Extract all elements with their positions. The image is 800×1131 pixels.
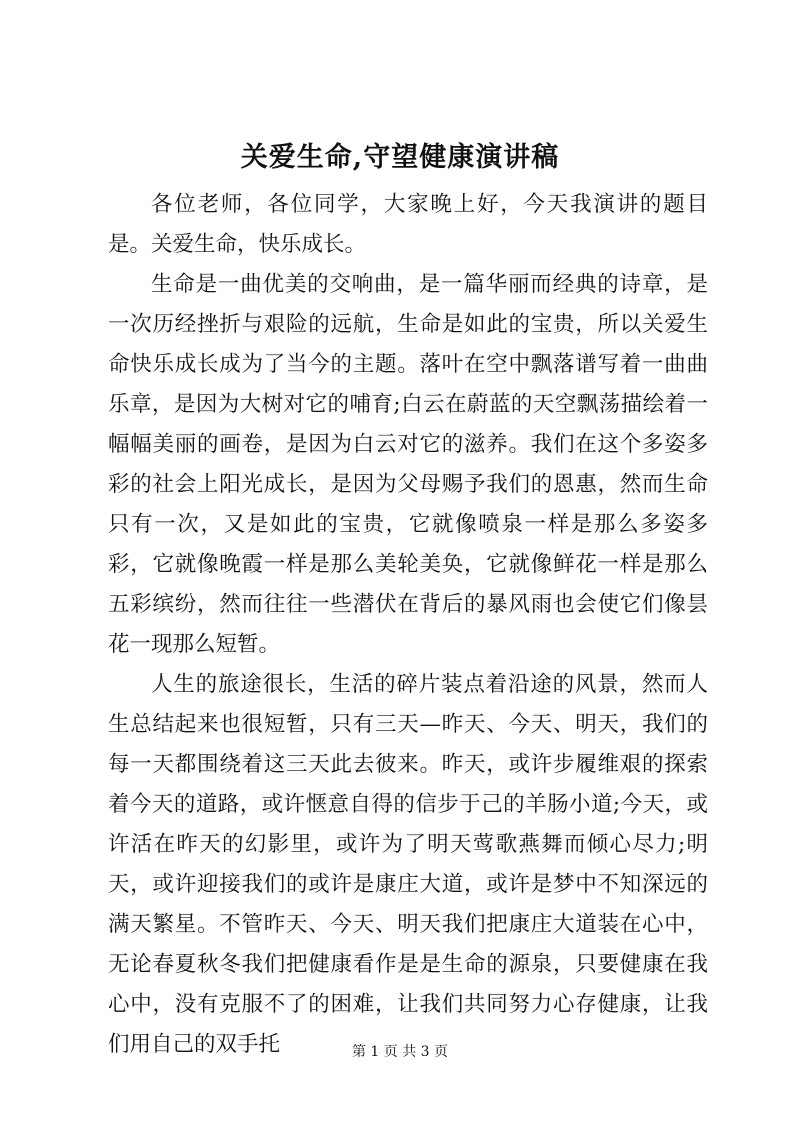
paragraph-greeting: 各位老师，各位同学，大家晚上好，今天我演讲的题目是。关爱生命，快乐成长。 <box>108 192 708 257</box>
page-footer: 第 1 页 共 3 页 <box>351 1044 449 1060</box>
paragraph-life: 生命是一曲优美的交响曲，是一篇华丽而经典的诗章，是一次历经挫折与艰险的远航，生命是如此的宝贵，所以关爱生命快乐成长成为了当今的主题。落叶在空中飘落谱写着一曲曲乐章，是因为大树对它的哺育;白云在蔚蓝的天空飘荡描绘着一幅幅美丽的画卷，是因为白云对它的滋养。我们在这个多姿多彩的社会上阳光成长，是因为父母赐予我们的恩惠，然而生命只有一次，又是如此的宝贵，它就像喷泉一样是那么多姿多彩，它就像晚霞一样是那么美轮美奂，它就像鲜花一样是那么五彩缤纷，然而往往一些潜伏在背后的暴风雨也会使它们像昙花一现那么短暂。 <box>108 272 708 657</box>
document-body <box>108 185 708 1065</box>
paragraph-journey: 人生的旅途很长，生活的碎片装点着沿途的风景，然而人生总结起来也很短暂，只有三天—昨天、今天、明天，我们的每一天都围绕着这三天此去彼来。昨天，或许步履维艰的探索着今天的道路，或许惬意自得的信步于己的羊肠小道;今天，或许活在昨天的幻影里，或许为了明天莺歌燕舞而倾心尽力;明天，或许迎接我们的或许是康庄大道，或许是梦中不知深远的满天繁星。不管昨天、今天、明天我们把康庄大道装在心中，无论春夏秋冬我们把健康看作是是生命的源泉，只要健康在我心中，没有克服不了的困难，让我们共同努力心存健康，让我们用自己的双手托 <box>108 672 708 1057</box>
page-title: 关爱生命,守望健康演讲稿 <box>240 142 560 173</box>
